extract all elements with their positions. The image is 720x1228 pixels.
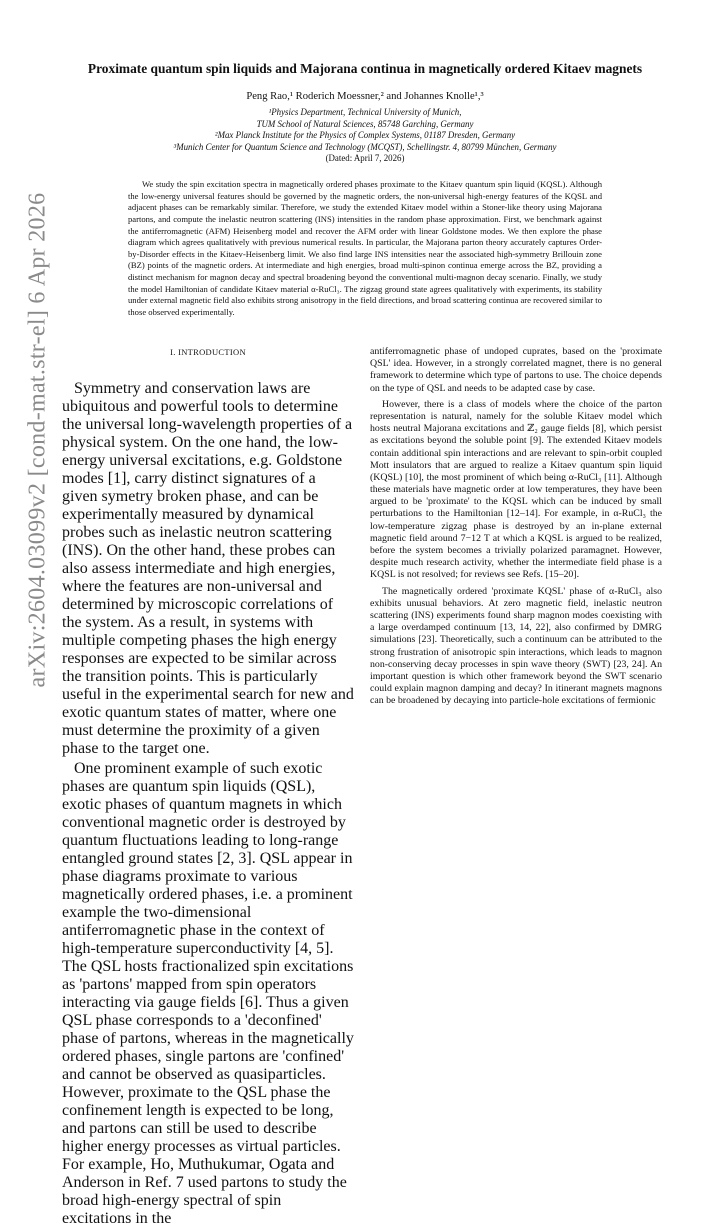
body-paragraph: One prominent example of such exotic phases are quantum spin liquids (QSL), exotic phases of quantum magnets in which conventional magnetic order is destroyed by quantum fluctuations leading to long-range entangled ground states [2, 3]. QSL appear in phase diagrams proximate to various magnetically ordered phases, i.e. a prominent example the two-dimensional antiferromagnetic phase in the context of high-temperature superconductivity [4, 5]. The QSL hosts fractionalized spin excitations as 'partons' mapped from spin operators interacting via gauge fields [6]. Thus a given QSL phase corresponds to a 'deconfined' phase of partons, whereas in the magnetically ordered phases, single partons are 'confined' and cannot be observed as quasiparticles. However, proximate to the QSL phase the confinement length is expected to be long, and partons can still be used to describe higher energy processes as virtual particles. For example, Ho, Muthukumar, Ogata and Anderson in Ref. 7 used partons to study the broad high-energy spectral of spin excitations in the (62, 760, 354, 1227)
affiliation-line: ¹Physics Department, Technical University of Munich, (268, 107, 462, 117)
paper-title: Proximate quantum spin liquids and Majorana continua in magnetically ordered Kitaev magnets (87, 61, 643, 76)
affiliations (70, 107, 660, 165)
arxiv-identifier[interactable]: arXiv:2604.03099v2 [cond-mat.str-el] 6 Apr 2026 (24, 192, 51, 688)
body-paragraph: antiferromagnetic phase of undoped cuprates, based on the 'proximate QSL' idea. However, in a strongly correlated magnet, there is no general framework to determine which type of partons to use. The choice depends on the type of QSL and needs to be adapted case by case. (370, 346, 662, 394)
affiliation-line: TUM School of Natural Sciences, 85748 Garching, Germany (256, 118, 474, 129)
right-column (370, 346, 662, 707)
author-list: Peng Rao,¹ Roderich Moessner,² and Johannes Knolle¹,³ (246, 91, 484, 102)
body-paragraph: The magnetically ordered 'proximate KQSL' phase of α-RuCl₃ also exhibits unusual behaviors. At zero magnetic field, inelastic neutron scattering (INS) experiments found sharp magnon modes coexisting with a large overdamped continuum [13, 14, 22], also confirmed by DMRG simulations [23]. Theoretically, such a continuum can be attributed to the strong frustration of anisotropic spin interactions, which leads to magnon non-conserving decay processes in spin wave theory (SWT) [23, 24]. An important question is which other framework beyond the SWT scenario could explain magnon damping and decay? In itinerant magnets magnons can be broadened by decaying into particle-hole excitations of fermionic (370, 585, 662, 707)
section-heading: I. INTRODUCTION (170, 347, 246, 357)
affiliation-line: ²Max Planck Institute for the Physics of Complex Systems, 01187 Dresden, Germany (214, 130, 516, 140)
arxiv-sidebar (20, 192, 56, 688)
affiliation-line: ³Munich Center for Quantum Science and Technology (MCQST), Schellingstr. 4, 80799 München, Germany (173, 141, 557, 152)
left-column (62, 380, 354, 1228)
body-paragraph: Symmetry and conservation laws are ubiquitous and powerful tools to determine the universal long-wavelength properties of a physical system. On the one hand, the low-energy universal excitations, e.g. Goldstone modes [1], carry distinct signatures of a given symetry broken phase, and can be experimentally measured by dynamical probes such as inelastic neutron scattering (INS). On the other hand, these probes can also assess intermediate and high energies, where the features are non-universal and determined by microscopic correlations of the system. As a result, in systems with multiple competing phases the high energy responses are expected to be similar across the transition points. This is particularly useful in the experimental search for new and exotic quantum states of matter, where one must determine the proximity of a given phase to the target one. (62, 380, 354, 757)
abstract: We study the spin excitation spectra in magnetically ordered phases proximate to the Kitaev quantum spin liquid (KQSL). Although the low-energy universal features should be governed by the magnetic orders, the non-universal high-energy features of the KQSL and adjacent phases can be remarkably similar. Therefore, we study the extended Kitaev model within a Stoner-like theory using Majorana partons, and compute the inelastic neutron scattering (INS) intensities in the random phase approximation. First, we benchmark against the antiferromagnetic (AFM) Heisenberg model and recover the AFM order with linear Goldstone modes. We then explore the phase diagram which agrees qualitatively with previous numerical results. In particular, the Majorana parton theory accurately captures Order-by-Disorder effects in the Kitaev-Heisenberg limit. We also find large INS intensities near the associated high-symmetry Brillouin zone (BZ) points of the magnetic orders. At intermediate and high energies, broad multi-spinon continua emerge across the BZ, providing a distinct mechanism for magnon decay and spectral broadening beyond the conventional multi-magnon decay scenario. Finally, we study the model Hamiltonian of candidate Kitaev material α-RuCl₃. The zigzag ground state agrees qualitatively with experiments, its stability under external magnetic field also exhibits strong anisotropy in the field directions, and broad scattering continua are recovered similar to those observed experimentally. (128, 179, 602, 317)
date-line: (Dated: April 7, 2026) (325, 153, 405, 163)
body-paragraph: However, there is a class of models where the choice of the parton representation is natural, namely for the soluble Kitaev model which hosts neutral Majorana excitations and ℤ₂ gauge fields [8], which persist as excitations beyond the soluble point [9]. The extended Kitaev models contain additional spin interactions and are relevant to spin-orbit coupled Mott insulators that are argued to realize a Kitaev quantum spin liquid (KQSL) [10], the most prominent of which being α-RuCl₃ [11]. Although these materials have magnetic order at low temperatures, they have been argued to be 'proximate' to the KQSL which can be induced by small perturbations to the Hamiltonian [12–14]. For example, in α-RuCl₃ the low-temperature zigzag phase is destroyed by an in-plane external magnetic field around 7−12 T at which a KQSL is argued to be realized, before the system becomes a trivially polarized paramagnet. However, despite much research activity, whether the intermediate field phase is a KQSL is not resolved; for reviews see Refs. [15–20]. (370, 398, 662, 581)
